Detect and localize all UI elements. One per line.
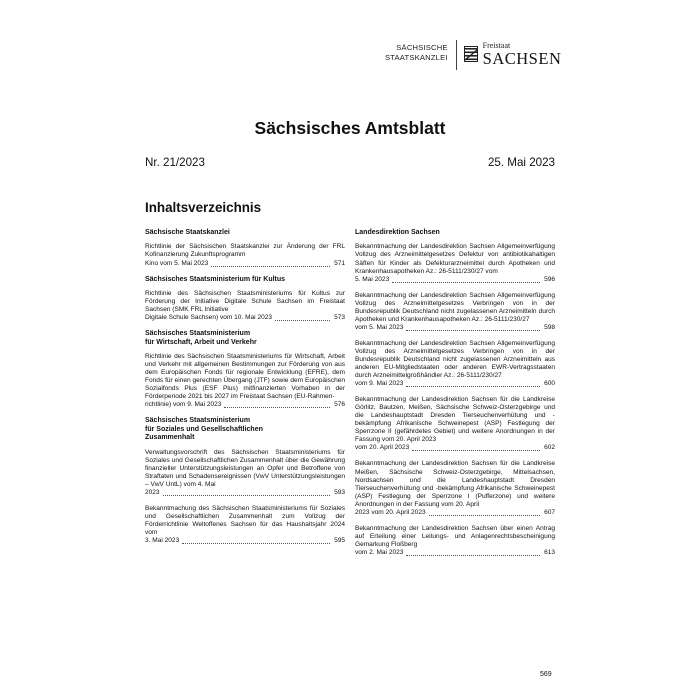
leader-dots — [392, 276, 540, 283]
leader-dots — [406, 549, 540, 556]
leader-dots — [429, 509, 540, 516]
toc-entry-text: Richtlinie des Sächsischen Staatsministeriums für Wirtschaft, Arbeit und Verkehr mit allgemeinen Bestimmungen zur Förderung von aus dem Europäischen Fonds für regionale Entwicklung (EFRE), dem Fonds für einen gerechten Übergang (JTF) sowie dem Europäischen Sozialfonds Plus (ESF Plus) mitfinanzierten Vorhaben in der Förderperiode 2021 bis 2027 im Freistaat Sachsen (EU-Rahmen- — [145, 352, 345, 401]
logo-staatskanzlei: SÄCHSISCHE STAATSKANZLEI — [385, 43, 448, 62]
issue-line — [145, 156, 555, 169]
issue-number: Nr. 21/2023 — [145, 156, 205, 169]
toc-entry[interactable]: Richtlinie der Sächsischen Staatskanzlei zur Änderung der FRL Kofinanzierung Zukunftsprogramm Kino vom 5. Mai 2023 571 — [145, 243, 345, 267]
toc-page-number: 595 — [334, 536, 345, 544]
toc-entry[interactable]: Richtlinie des Sächsischen Staatsministeriums für Kultus zur Förderung der Initiative Digitale Schule Sachsen im Freistaat Sachsen (SMK FRL Initiative Digitale Schule Sachsen) vom 10. Mai 2023 573 — [145, 289, 345, 322]
leader-dots — [224, 401, 330, 408]
toc-page-number: 593 — [334, 488, 345, 496]
toc-entry[interactable]: Bekanntmachung der Landesdirektion Sachsen über einen Antrag auf Erteilung einer Leitungs- und Anlagenrechtsbescheinigung Gemarkung Floßberg vom 2. Mai 2023 613 — [355, 524, 555, 556]
toc-entry-text: Bekanntmachung der Landesdirektion Sachsen für die Landkreise Görlitz, Bautzen, Meißen, Sächsische Schweiz-Osterzgebirge und die Landeshauptstadt Dresden Tierseuchenverhütung und -bekämpfung Afrikanische Schweinepest (ASP) Festlegung der Sperrzone II (gefährdetes Gebiet) und weitere Anordnungen in der Fassung vom 20. April 2023 — [355, 396, 555, 444]
page-number: 569 — [540, 671, 552, 678]
leader-dots — [412, 444, 540, 451]
toc-entry[interactable]: Verwaltungsvorschrift des Sächsischen Staatsministeriums für Soziales und Gesellschaftlichen Zusammenhalt über die Gewährung finanzieller Unterstützungsleistungen an Opfer und Betroffene von Straftaten und Schadensereignissen (VwV Unterstützungsleistungen – VwV UntL) vom 4. Mai 2023 593 — [145, 448, 345, 496]
toc-entry[interactable]: Bekanntmachung der Landesdirektion Sachsen für die Landkreise Görlitz, Bautzen, Meißen, Sächsische Schweiz-Osterzgebirge und die Landeshauptstadt Dresden Tierseuchenverhütung und -bekämpfung Afrikanische Schweinepest (ASP) Festlegung der Sperrzone II (gefährdetes Gebiet) und weitere Anordnungen in der Fassung vom 20. April 2023 vom 20. April 2023 602 — [355, 396, 555, 452]
toc-entry[interactable]: Bekanntmachung der Landesdirektion Sachsen Allgemeinverfügung Vollzug des Arzneimittelgesetzes Verbringen von in der Bundesrepublik Deutschland nicht zugelassenen Arzneimitteln aus anderen EU-Mitgliedstaaten oder anderen EWR-Vertragsstaaten durch Arzneimittelgroßhändler Az.: 26-5111/230/27 vom 9. Mai 2023 600 — [355, 339, 555, 388]
toc-section-title: Sächsisches Staatsministerium für Soziales und Gesellschaftlichen Zusammenhalt — [145, 417, 263, 442]
leader-dots — [406, 324, 540, 331]
toc-section-title: Sächsische Staatskanzlei — [145, 229, 230, 236]
toc-page-number: 596 — [544, 275, 555, 283]
toc-entry-text: Richtlinie des Sächsischen Staatsministeriums für Kultus zur Förderung der Initiative Digitale Schule Sachsen im Freistaat Sachsen (SMK FRL Initiative — [145, 289, 345, 314]
leader-dots — [163, 489, 330, 496]
toc-page-number: 576 — [334, 401, 345, 409]
leader-dots — [182, 537, 330, 544]
toc-entry-text: Bekanntmachung des Sächsischen Staatsministeriums für Soziales und Gesellschaftlichen Zusammenhalt zum Vollzug der Förderrichtlinie Weltoffenes Sachsen für das Haushaltsjahr 2024 vom — [145, 504, 345, 536]
leader-dots — [211, 260, 330, 267]
leader-dots — [275, 314, 330, 321]
toc-page-number: 607 — [544, 508, 555, 516]
toc-page-number: 573 — [334, 314, 345, 322]
toc-entry-text: Bekanntmachung der Landesdirektion Sachsen Allgemeinverfügung Vollzug des Arzneimittelgesetzes Verbringen von in der Bundesrepublik Deutschland nicht zugelassenen Arzneimitteln aus anderen EU-Mitgliedstaaten oder anderen EWR-Vertragsstaaten durch Arzneimittelgroßhändler Az.: 26-5111/230/27 — [355, 339, 555, 380]
toc-section-title: Sächsisches Staatsministerium für Kultus — [145, 275, 286, 283]
header-logo — [385, 40, 561, 70]
toc-entry-text: Verwaltungsvorschrift des Sächsischen Staatsministeriums für Soziales und Gesellschaftlichen Zusammenhalt über die Gewährung finanzieller Unterstützungsleistungen an Opfer und Betroffene von Straftaten und Schadensereignissen (VwV Unterstützungsleistungen – VwV UntL) vom 4. Mai — [145, 448, 345, 488]
toc-entry[interactable]: Richtlinie des Sächsischen Staatsministeriums für Wirtschaft, Arbeit und Verkehr mit allgemeinen Bestimmungen zur Förderung von aus dem Europäischen Fonds für regionale Entwicklung (EFRE), dem Fonds für einen gerechten Übergang (JTF) sowie dem Europäischen Sozialfonds Plus (ESF Plus) mitfinanzierten Vorhaben in der Förderperiode 2021 bis 2027 im Freistaat Sachsen (EU-Rahmen- richtlinie) vom 9. Mai 2023 576 — [145, 352, 345, 409]
logo-freistaat-sachsen: Freistaat SACHSEN — [482, 41, 562, 69]
toc-page-number: 613 — [544, 548, 555, 556]
leader-dots — [406, 380, 540, 387]
toc-left-column — [145, 229, 345, 553]
toc-page-number: 598 — [544, 323, 555, 331]
toc-entry-text: Bekanntmachung der Landesdirektion Sachsen Allgemeinverfügung Vollzug des Arzneimittelgesetzes Verbringen von in der Bundesrepublik Deutschland nicht zugelassenen Arzneimitteln durch Apotheken und Krankenhausapotheken Az.: 26-5111/230/27 — [355, 291, 555, 323]
toc-page-number: 571 — [334, 259, 345, 267]
toc-entry[interactable]: Bekanntmachung der Landesdirektion Sachsen Allgemeinverfügung Vollzug des Arzneimittelgesetzes Verbringen von in der Bundesrepublik Deutschland nicht zugelassenen Arzneimitteln durch Apotheken und Krankenhausapotheken Az.: 26-5111/230/27 vom 5. Mai 2023 598 — [355, 291, 555, 331]
toc-page-number: 602 — [544, 444, 555, 452]
document-title: Sächsisches Amtsblatt — [254, 118, 446, 138]
toc-entry-text: Bekanntmachung der Landesdirektion Sachsen Allgemeinverfügung Vollzug des Arzneimittelgesetzes Defektur von antibiotikahaltigen Säften für Kinder als Defekturarzneimittel durch Apotheken und Krankenhausapotheken Az.: 26-5111/230/27 vom — [355, 243, 555, 275]
toc-entry[interactable]: Bekanntmachung des Sächsischen Staatsministeriums für Soziales und Gesellschaftlichen Zusammenhalt zum Vollzug der Förderrichtlinie Weltoffenes Sachsen für das Haushaltsjahr 2024 vom 3. Mai 2023 595 — [145, 504, 345, 544]
toc-heading: Inhaltsverzeichnis — [145, 200, 262, 215]
issue-date: 25. Mai 2023 — [487, 156, 555, 169]
toc-section-title: Landesdirektion Sachsen — [355, 229, 440, 236]
logo-divider — [456, 40, 457, 70]
toc-entry-text: Richtlinie der Sächsischen Staatskanzlei zur Änderung der FRL Kofinanzierung Zukunftsprogramm — [145, 243, 345, 259]
toc-page-number: 600 — [544, 380, 555, 388]
coat-of-arms-icon — [464, 46, 478, 64]
toc-right-column — [355, 229, 555, 565]
toc-entry-text: Bekanntmachung der Landesdirektion Sachsen über einen Antrag auf Erteilung einer Leitungs- und Anlagenrechtsbescheinigung Gemarkung Floßberg — [355, 524, 555, 548]
toc-entry-text: Bekanntmachung der Landesdirektion Sachsen für die Landkreise Meißen, Sächsische Schweiz-Osterzgebirge, Mittelsachsen, Nordsachsen und die Landeshauptstadt Dresden Tierseuchenverhütung und -bekämpfung Afrikanische Schweinepest (ASP) Festlegung der Sperrzone I (Pufferzone) und weitere Anordnungen in der Fassung vom 20. April — [355, 460, 555, 508]
toc-entry[interactable]: Bekanntmachung der Landesdirektion Sachsen Allgemeinverfügung Vollzug des Arzneimittelgesetzes Defektur von antibiotikahaltigen Säften für Kinder als Defekturarzneimittel durch Apotheken und Krankenhausapotheken Az.: 26-5111/230/27 vom 5. Mai 2023 596 — [355, 243, 555, 283]
toc-section-title: Sächsisches Staatsministerium für Wirtschaft, Arbeit und Verkehr — [145, 330, 257, 346]
toc-entry[interactable]: Bekanntmachung der Landesdirektion Sachsen für die Landkreise Meißen, Sächsische Schweiz-Osterzgebirge, Mittelsachsen, Nordsachsen und die Landeshauptstadt Dresden Tierseuchenverhütung und -bekämpfung Afrikanische Schweinepest (ASP) Festlegung der Sperrzone I (Pufferzone) und weitere Anordnungen in der Fassung vom 20. April 2023 vom 20. April 2023 607 — [355, 460, 555, 516]
